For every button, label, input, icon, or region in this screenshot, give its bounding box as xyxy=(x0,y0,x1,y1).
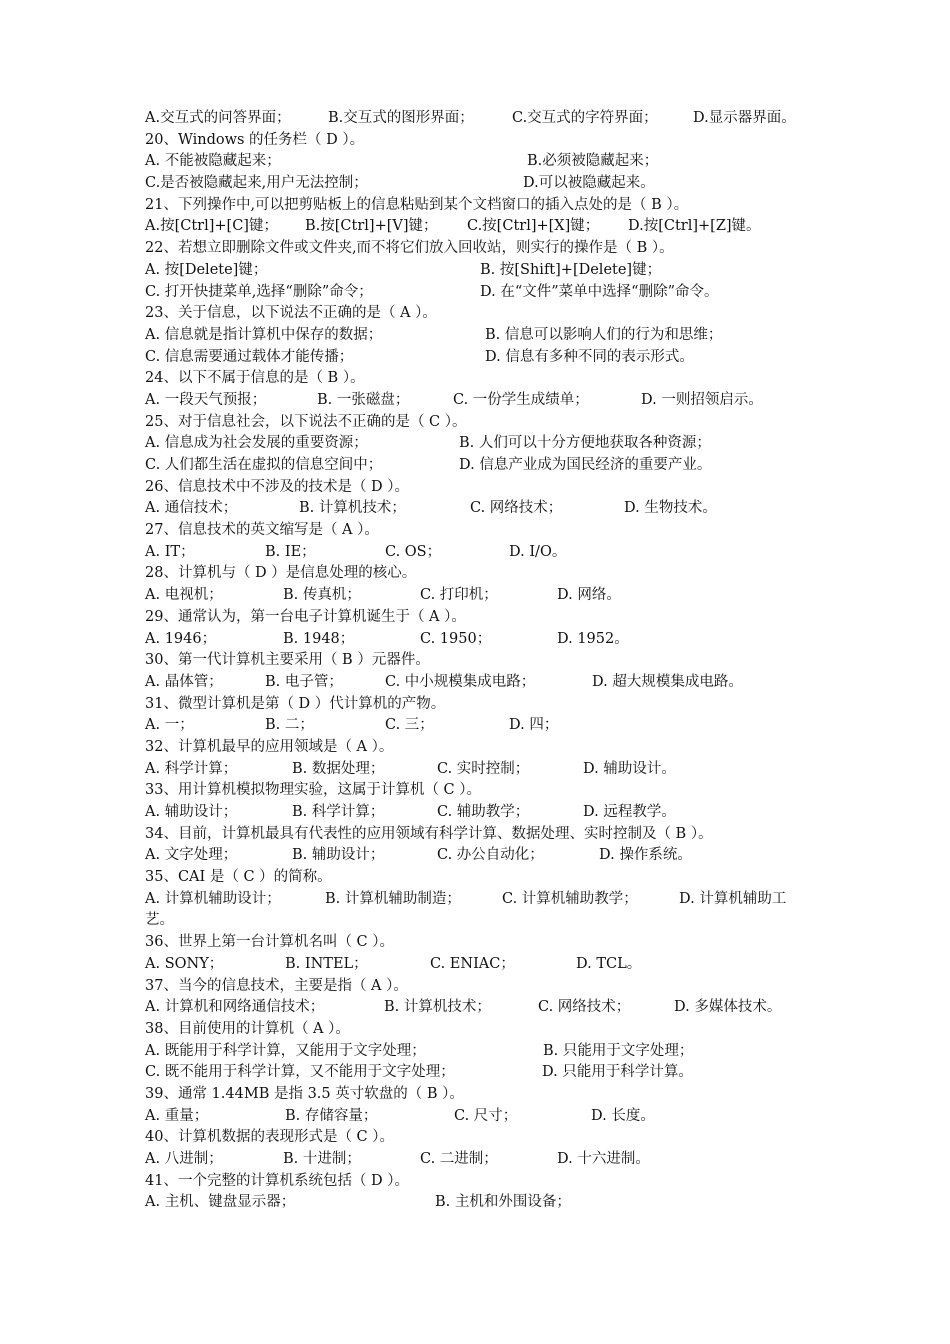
answer-option: C. 1950； xyxy=(420,630,492,647)
answer-option: D. 网络。 xyxy=(557,587,621,604)
answer-option: B.交互式的图形界面； xyxy=(328,110,474,126)
question-text: 30、第一代计算机主要采用（ B ）元器件。 xyxy=(145,652,430,669)
answer-option: A. 计算机和网络通信技术； xyxy=(145,999,325,1016)
answer-option: D. I/O。 xyxy=(509,543,567,560)
answer-option: C.按[Ctrl]+[X]键； xyxy=(467,218,600,235)
answer-option: C. 打印机； xyxy=(420,587,498,604)
options-line xyxy=(145,715,825,737)
answer-option: B. 1948； xyxy=(283,630,355,647)
answer-option: B. 二； xyxy=(265,717,314,734)
question-line xyxy=(145,910,825,932)
question-line xyxy=(145,238,825,260)
question-line xyxy=(145,867,825,889)
answer-option: C. 既不能用于科学计算，又不能用于文字处理； xyxy=(145,1064,455,1081)
answer-option: C. 一份学生成绩单； xyxy=(453,391,589,408)
answer-option: B. 电子管； xyxy=(265,673,343,690)
question-line xyxy=(145,737,825,759)
options-line xyxy=(145,173,825,195)
options-line xyxy=(145,629,825,651)
answer-option: A. 一； xyxy=(145,717,194,734)
options-line xyxy=(145,759,825,781)
answer-option: A. 通信技术； xyxy=(145,500,238,517)
answer-option: B. 数据处理； xyxy=(292,760,385,777)
question-line xyxy=(145,1019,825,1041)
answer-option: B. 传真机； xyxy=(283,587,361,604)
question-line xyxy=(145,563,825,585)
answer-option: B.按[Ctrl]+[V]键； xyxy=(305,218,438,235)
options-line xyxy=(145,997,825,1019)
answer-option: B. 计算机辅助制造； xyxy=(325,890,461,907)
options-line xyxy=(145,347,825,369)
answer-option: D. 一则招领启示。 xyxy=(641,391,763,408)
options-line xyxy=(145,325,825,347)
answer-option: A. 文字处理； xyxy=(145,847,238,864)
question-text: 29、通常认为，第一台电子计算机诞生于（ A ）。 xyxy=(145,608,466,625)
answer-option: D. 1952。 xyxy=(557,630,629,647)
answer-option: B. 一张磁盘； xyxy=(317,391,410,408)
answer-option: A. 信息就是指计算机中保存的数据； xyxy=(145,326,383,343)
question-line xyxy=(145,780,825,802)
answer-option: C. 信息需要通过载体才能传播； xyxy=(145,348,354,365)
question-line xyxy=(145,694,825,716)
answer-option: B. 存储容量； xyxy=(285,1107,378,1124)
options-line xyxy=(145,1041,825,1063)
answer-option: B. IE； xyxy=(265,543,316,560)
options-line xyxy=(145,282,825,304)
answer-option: C.是否被隐藏起来,用户无法控制； xyxy=(145,175,368,192)
answer-option: D. 多媒体技术。 xyxy=(674,999,782,1016)
answer-option: C. 二进制； xyxy=(420,1151,498,1167)
answer-option: B. 只能用于文字处理； xyxy=(543,1042,694,1059)
answer-option: D. 操作系统。 xyxy=(599,847,692,864)
question-line xyxy=(145,368,825,390)
answer-option: B. 按[Shift]+[Delete]键； xyxy=(480,261,662,278)
question-text: 33、用计算机模拟物理实验，这属于计算机（ C ）。 xyxy=(145,782,482,799)
answer-option: C. 办公自动化； xyxy=(437,847,544,864)
options-line xyxy=(145,1192,825,1214)
answer-option: D.可以被隐藏起来。 xyxy=(523,175,655,192)
answer-option: A. 晶体管； xyxy=(145,673,223,690)
answer-option: D. 只能用于科学计算。 xyxy=(542,1064,693,1081)
answer-option: C. OS； xyxy=(385,543,442,560)
answer-option: B. 十进制； xyxy=(283,1151,361,1167)
options-line xyxy=(145,585,825,607)
answer-option: D. 计算机辅助工 xyxy=(679,890,787,907)
question-text: 31、微型计算机是第（ D ）代计算机的产物。 xyxy=(145,695,446,712)
answer-option: C. 辅助教学； xyxy=(437,804,530,820)
question-line xyxy=(145,195,825,217)
answer-option: D. 在“文件”菜单中选择“删除”命令。 xyxy=(480,283,719,300)
question-text: 28、计算机与（ D ）是信息处理的核心。 xyxy=(145,565,417,582)
question-text: 艺。 xyxy=(145,912,174,929)
question-text: 25、对于信息社会，以下说法不正确的是（ C ）。 xyxy=(145,413,467,430)
question-line xyxy=(145,607,825,629)
question-text: 22、若想立即删除文件或文件夹,而不将它们放入回收站，则实行的操作是（ B ）。 xyxy=(145,240,674,257)
answer-option: D. 四； xyxy=(509,717,559,734)
answer-option: D. 长度。 xyxy=(591,1107,655,1124)
options-line xyxy=(145,151,825,173)
answer-option: C. 计算机辅助教学； xyxy=(502,890,638,907)
answer-option: B.必须被隐藏起来； xyxy=(527,153,659,170)
question-line xyxy=(145,130,825,152)
options-line xyxy=(145,216,825,238)
question-text: 27、信息技术的英文缩写是（ A ）。 xyxy=(145,522,379,539)
answer-option: B. 信息可以影响人们的行为和思维； xyxy=(485,326,723,343)
answer-option: A. 不能被隐藏起来； xyxy=(145,153,281,170)
answer-option: A. 重量； xyxy=(145,1107,209,1124)
answer-option: D. 生物技术。 xyxy=(624,500,717,517)
options-line xyxy=(145,802,825,824)
question-line xyxy=(145,1171,825,1193)
answer-option: D. 辅助设计。 xyxy=(583,760,676,777)
options-line xyxy=(145,845,825,867)
answer-option: D.显示器界面。 xyxy=(693,110,796,126)
answer-option: A. IT； xyxy=(145,543,195,560)
question-line xyxy=(145,1127,825,1149)
answer-option: A. 八进制； xyxy=(145,1151,223,1167)
options-line xyxy=(145,889,825,911)
options-line xyxy=(145,1062,825,1084)
question-text: 36、世界上第一台计算机名叫（ C ）。 xyxy=(145,934,395,951)
answer-option: A. 科学计算； xyxy=(145,760,238,777)
options-line xyxy=(145,1106,825,1128)
answer-option: C. ENIAC； xyxy=(430,955,515,972)
question-text: 26、信息技术中不涉及的技术是（ D ）。 xyxy=(145,478,410,495)
answer-option: D. TCL。 xyxy=(576,955,642,972)
question-line xyxy=(145,520,825,542)
answer-option: C.交互式的字符界面； xyxy=(512,110,658,126)
answer-option: B. 辅助设计； xyxy=(292,847,385,864)
question-line xyxy=(145,303,825,325)
exam-page xyxy=(145,108,825,1214)
options-line xyxy=(145,542,825,564)
options-line xyxy=(145,455,825,477)
question-text: 35、CAI 是（ C ）的简称。 xyxy=(145,869,332,886)
answer-option: A. 辅助设计； xyxy=(145,804,238,820)
question-text: 37、当今的信息技术，主要是指（ A ）。 xyxy=(145,977,408,994)
options-line xyxy=(145,433,825,455)
answer-option: A. 主机、键盘显示器； xyxy=(145,1194,296,1211)
answer-option: D. 十六进制。 xyxy=(557,1151,650,1167)
answer-option: B. 计算机技术； xyxy=(384,999,491,1016)
answer-option: C. 打开快捷菜单,选择“删除”命令； xyxy=(145,283,373,300)
answer-option: A. 按[Delete]键； xyxy=(145,261,268,278)
options-line xyxy=(145,108,825,130)
answer-option: A. 既能用于科学计算，又能用于文字处理； xyxy=(145,1042,426,1059)
question-text: 23、关于信息，以下说法不正确的是（ A ）。 xyxy=(145,305,437,322)
question-line xyxy=(145,976,825,998)
question-text: 21、下列操作中,可以把剪贴板上的信息粘贴到某个文档窗口的插入点处的是（ B ）。 xyxy=(145,196,689,213)
answer-option: C. 尺寸； xyxy=(454,1107,518,1124)
question-text: 41、一个完整的计算机系统包括（ D ）。 xyxy=(145,1172,410,1189)
question-text: 39、通常 1.44MB 是指 3.5 英寸软盘的（ B ）。 xyxy=(145,1085,464,1102)
question-text: 32、计算机最早的应用领域是（ A ）。 xyxy=(145,738,394,755)
answer-option: D.按[Ctrl]+[Z]键。 xyxy=(628,218,761,235)
answer-option: D. 信息产业成为国民经济的重要产业。 xyxy=(459,457,712,473)
options-line xyxy=(145,954,825,976)
question-line xyxy=(145,932,825,954)
answer-option: A. 1946； xyxy=(145,630,217,647)
question-line xyxy=(145,477,825,499)
question-text: 20、Windows 的任务栏（ D ）。 xyxy=(145,131,365,148)
question-text: 24、以下不属于信息的是（ B ）。 xyxy=(145,370,365,387)
question-text: 34、目前，计算机最具有代表性的应用领域有科学计算、数据处理、实时控制及（ B ）。 xyxy=(145,825,713,842)
answer-option: D. 远程教学。 xyxy=(583,804,676,820)
options-line xyxy=(145,498,825,520)
answer-option: D. 超大规模集成电路。 xyxy=(592,673,743,690)
answer-option: C. 实时控制； xyxy=(437,760,530,777)
options-line xyxy=(145,390,825,412)
answer-option: B. 科学计算； xyxy=(292,804,385,820)
answer-option: D. 信息有多种不同的表示形式。 xyxy=(485,348,694,365)
answer-option: C. 网络技术； xyxy=(470,500,563,517)
answer-option: A. 信息成为社会发展的重要资源； xyxy=(145,435,368,452)
answer-option: B. INTEL； xyxy=(285,955,368,972)
options-line xyxy=(145,260,825,282)
answer-option: A. 计算机辅助设计； xyxy=(145,890,281,907)
answer-option: A. 一段天气预报； xyxy=(145,391,267,408)
answer-option: A. 电视机； xyxy=(145,587,223,604)
answer-option: C. 人们都生活在虚拟的信息空间中； xyxy=(145,457,383,473)
answer-option: C. 三； xyxy=(385,717,434,734)
question-line xyxy=(145,824,825,846)
answer-option: A.按[Ctrl]+[C]键； xyxy=(145,218,278,235)
answer-option: A.交互式的问答界面； xyxy=(145,110,291,126)
answer-option: B. 人们可以十分方便地获取各种资源； xyxy=(459,435,711,452)
question-line xyxy=(145,412,825,434)
question-text: 38、目前使用的计算机（ A ）。 xyxy=(145,1020,350,1037)
question-line xyxy=(145,650,825,672)
options-line xyxy=(145,1149,825,1171)
answer-option: B. 主机和外围设备； xyxy=(435,1194,571,1211)
question-line xyxy=(145,1084,825,1106)
answer-option: B. 计算机技术； xyxy=(299,500,406,517)
answer-option: A. SONY； xyxy=(145,955,224,972)
question-text: 40、计算机数据的表现形式是（ C ）。 xyxy=(145,1129,395,1146)
options-line xyxy=(145,672,825,694)
answer-option: C. 网络技术； xyxy=(538,999,631,1016)
answer-option: C. 中小规模集成电路； xyxy=(385,673,536,690)
